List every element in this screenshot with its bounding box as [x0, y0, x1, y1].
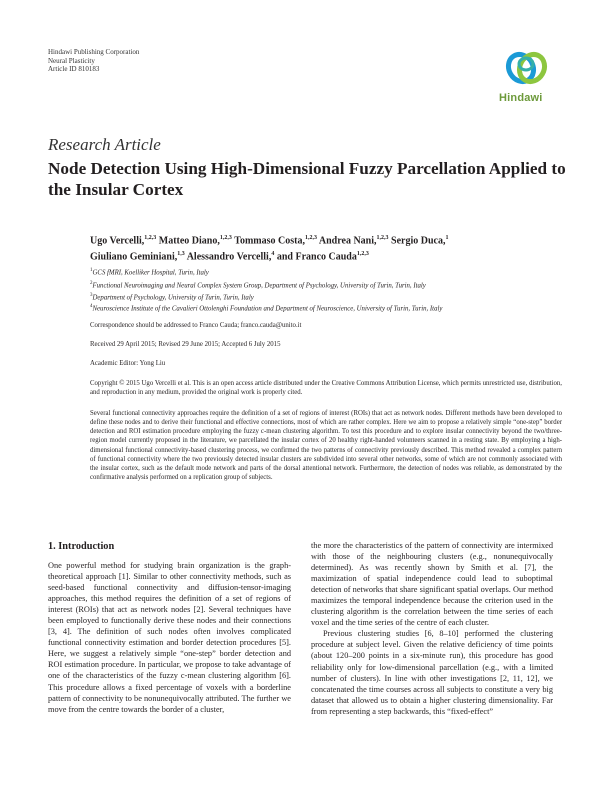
affiliation	[90, 302, 560, 313]
author-name: Giuliano Geminiani,	[90, 251, 178, 263]
author-affil-sup: 1,3	[177, 250, 185, 257]
author-line-2	[90, 248, 560, 264]
body-column-left	[48, 560, 291, 715]
publisher-info	[48, 48, 139, 74]
affiliation-text: GCS fMRI, Koelliker Hospital, Turin, Italy	[92, 269, 209, 277]
author-affil-sup: 4	[271, 250, 275, 257]
affiliation-text: Neuroscience Institute of the Cavalieri Ottolenghi Foundation and Department of Neuroscience, University of Turin, Turin, Italy	[92, 305, 443, 313]
author-name: Matteo Diano,	[156, 235, 220, 247]
affiliation	[90, 266, 560, 277]
article-dates: Received 29 April 2015; Revised 29 June 2015; Accepted 6 July 2015	[90, 341, 281, 348]
author-name: Alessandro Vercelli,	[184, 251, 272, 263]
abstract: Several functional connectivity approaches require the definition of a set of regions of interest (ROIs) that act as network nodes. Different methods have been developed to define these nodes and to derive their functional and effective connections, most of which are rather complex. Here we aim to propose a relatively simple “one-step” border detection and ROI estimation procedure employing the fuzzy c-mean clustering algorithm. To test this procedure and to explore insular connectivity beyond the two/three-region model currently proposed in the literature, we parcellated the insular cortex of 20 healthy right-handed volunteers scanned in a resting state. By employing a high-dimensional functional connectivity-based clustering process, we confirmed the two patterns of connectivity previously described. This method revealed a complex pattern of functional connectivity where the two previously detected insular clusters are subdivided into several other networks, some of which are not commonly associated with the insular cortex, such as the default mode network and parts of the dorsal attentional network. Furthermore, the detection of nodes was reliable, as demonstrated by the confirmative analysis performed on a replication group of subjects.	[90, 410, 562, 482]
affiliation	[90, 279, 560, 290]
author-name: Sergio Duca,	[388, 235, 446, 247]
author-name: Ugo Vercelli,	[90, 235, 145, 247]
publisher-name: Hindawi Publishing Corporation	[48, 48, 140, 56]
body-column-right	[311, 540, 553, 717]
article-title: Node Detection Using High-Dimensional Fuzzy Parcellation Applied to the Insular Cortex	[48, 159, 566, 199]
author-name: Tommaso Costa,	[231, 235, 305, 247]
author-line-1	[90, 232, 560, 248]
author-affil-sup: 1	[445, 235, 449, 241]
hindawi-logo-text: Hindawi	[499, 92, 543, 104]
affiliation-text: Functional Neuroimaging and Neural Complex System Group, Department of Psychology, University of Turin, Turin, Italy	[92, 282, 426, 290]
affiliation-sup: 2	[90, 281, 93, 286]
academic-editor: Academic Editor: Yong Liu	[90, 360, 166, 367]
article-id: Article ID 810183	[48, 65, 100, 74]
copyright-notice: Copyright © 2015 Ugo Vercelli et al. This is an open access article distributed under the Creative Commons Attribution License, which permits unrestricted use, distribution, and reproduction in any medium, provided the original work is properly cited.	[90, 380, 562, 396]
paragraph: the more the characteristics of the pattern of connectivity are intermixed with those of the neighbouring clusters (e.g., nonunequivocally determined). As was recently shown by Smith et al. [7], the maximization of spatial independence could lead to suboptimal detection of networks that share significant spatial overlaps. Our method maximizes the temporal independence because the criterion used in the clustering algorithm is the correlation between the time series of each voxel and the time series of the centre of each cluster.	[311, 541, 553, 628]
affiliation-sup: 4	[90, 304, 93, 309]
author-list	[90, 232, 560, 264]
correspondence: Correspondence should be addressed to Franco Cauda; franco.cauda@unito.it	[90, 322, 302, 329]
journal-name: Neural Plasticity	[48, 56, 95, 65]
author-affil-sup: 1,2,3	[376, 235, 389, 241]
author-affil-sup: 1,2,3	[219, 235, 232, 241]
paragraph: Previous clustering studies [6, 8–10] performed the clustering procedure at subject level. Given the relative deficiency of time points (about 120–200 points in a six-minute run), this procedure has good reliability only for low-dimensional parcellation (e.g., with a limited number of clusters). In line with other investigations [2, 11, 12], we concatenated the time courses across all subjects to constitute a very big dataset that allowed us to obtain a higher clustering dimensionality. Far from representing a step backwards, this “fixed-effect”	[311, 629, 553, 716]
affiliation-text: Department of Psychology, University of Turin, Turin, Italy	[92, 294, 254, 302]
author-affil-sup: 1,2,3	[144, 235, 157, 241]
article-type: Research Article	[48, 135, 161, 154]
paragraph: One powerful method for studying brain organization is the graph-theoretical approach [1]. Similar to other connectivity methods, such as seed-based functional connectivity and diffusion-tensor-imaging approaches, this method requires the definition of a set of regions of interest (ROIs) that act as network nodes [2]. Several techniques have been employed to functionally derive these nodes and their connections [3, 4]. The definition of such nodes often involves complicated functional connectivity estimation and border detection procedures [5]. Here, we suggest a relatively simple “one-step” border detection and ROI estimation procedure. In particular, we propose to take advantage of one of the characteristics of the fuzzy c-mean clustering algorithm [6]. This procedure allows a fixed percentage of voxels with a borderline pattern of connectivity to be nonunequivocally attributed. The further we move from the centre towards the border of a cluster,	[48, 561, 291, 714]
affiliation	[90, 291, 560, 302]
section-heading: 1. Introduction	[48, 541, 115, 552]
author-name: and Franco Cauda	[274, 251, 357, 263]
author-name: Andrea Nani,	[316, 235, 377, 247]
author-affil-sup: 1,2,3	[356, 250, 369, 257]
affiliation-sup: 1	[90, 268, 93, 273]
author-affil-sup: 1,2,3	[304, 235, 317, 241]
affiliation-sup: 3	[90, 293, 93, 298]
